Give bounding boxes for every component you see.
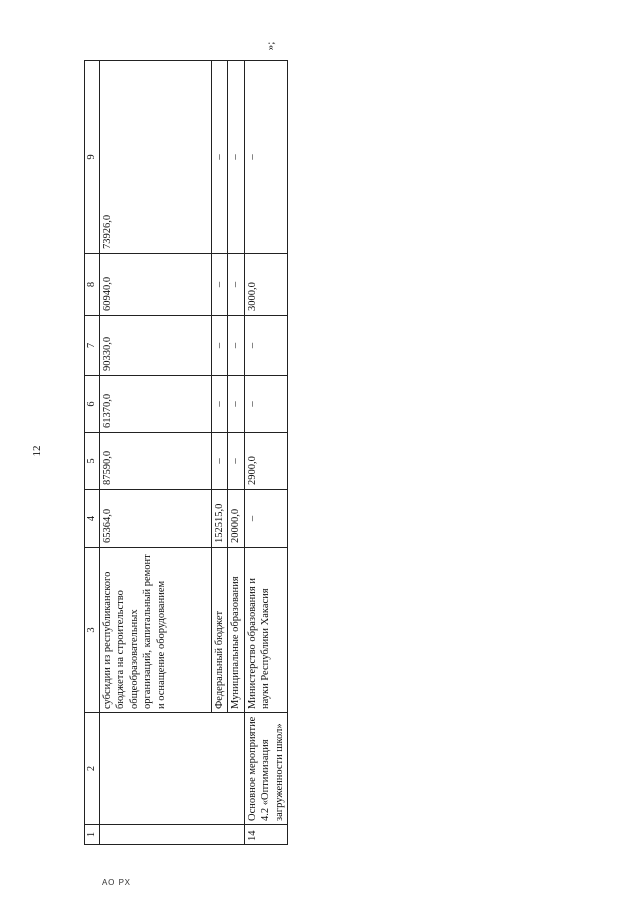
value-cell: 152515,0 <box>211 490 228 548</box>
value-cell: – <box>211 433 228 490</box>
header-cell: 6 <box>85 376 100 433</box>
table-row <box>244 61 288 845</box>
header-cell: 4 <box>85 490 100 548</box>
value-cell: 20000,0 <box>228 490 245 548</box>
header-cell: 7 <box>85 316 100 376</box>
value-cell: – <box>211 254 228 316</box>
source-cell: Министерство образования и науки Республики Хакасия <box>244 548 288 713</box>
program-funding-table <box>84 60 288 845</box>
event-cell: Основное мероприятие 4.2 «Оптимизация загруженности школ» <box>244 713 288 825</box>
header-cell: 1 <box>85 825 100 845</box>
value-cell: – <box>228 61 245 254</box>
value-cell: 73926,0 <box>99 61 211 254</box>
event-cell <box>99 713 244 825</box>
value-cell: – <box>211 376 228 433</box>
value-cell: – <box>244 61 288 254</box>
value-cell: 87590,0 <box>99 433 211 490</box>
source-cell: Муниципальные образования <box>228 548 245 713</box>
value-cell: – <box>228 376 245 433</box>
table-row <box>99 61 211 845</box>
header-cell: 5 <box>85 433 100 490</box>
table-header-row <box>85 61 100 845</box>
value-cell: – <box>228 254 245 316</box>
row-number-cell: 14 <box>244 825 288 845</box>
value-cell: 61370,0 <box>99 376 211 433</box>
value-cell: 60940,0 <box>99 254 211 316</box>
header-cell: 8 <box>85 254 100 316</box>
value-cell: – <box>228 316 245 376</box>
value-cell: – <box>244 316 288 376</box>
value-cell: – <box>211 316 228 376</box>
header-cell: 9 <box>85 61 100 254</box>
value-cell: 2900,0 <box>244 433 288 490</box>
page-number: 12 <box>31 445 43 457</box>
rotated-table-wrapper <box>84 61 285 845</box>
header-cell: 2 <box>85 713 100 825</box>
value-cell: 90330,0 <box>99 316 211 376</box>
value-cell: 65364,0 <box>99 490 211 548</box>
value-cell: – <box>244 490 288 548</box>
source-cell: субсидии из республиканского бюджета на строительство общеобразовательных организаций, капитальный ремонт и оснащение оборудованием <box>99 548 211 713</box>
footer-stamp: АО РХ <box>102 878 131 887</box>
closing-quote-mark: »; <box>264 41 277 51</box>
row-number-cell <box>99 825 244 845</box>
source-cell: Федеральный бюджет <box>211 548 228 713</box>
value-cell: – <box>211 61 228 254</box>
value-cell: – <box>228 433 245 490</box>
header-cell: 3 <box>85 548 100 713</box>
value-cell: 3000,0 <box>244 254 288 316</box>
value-cell: – <box>244 376 288 433</box>
